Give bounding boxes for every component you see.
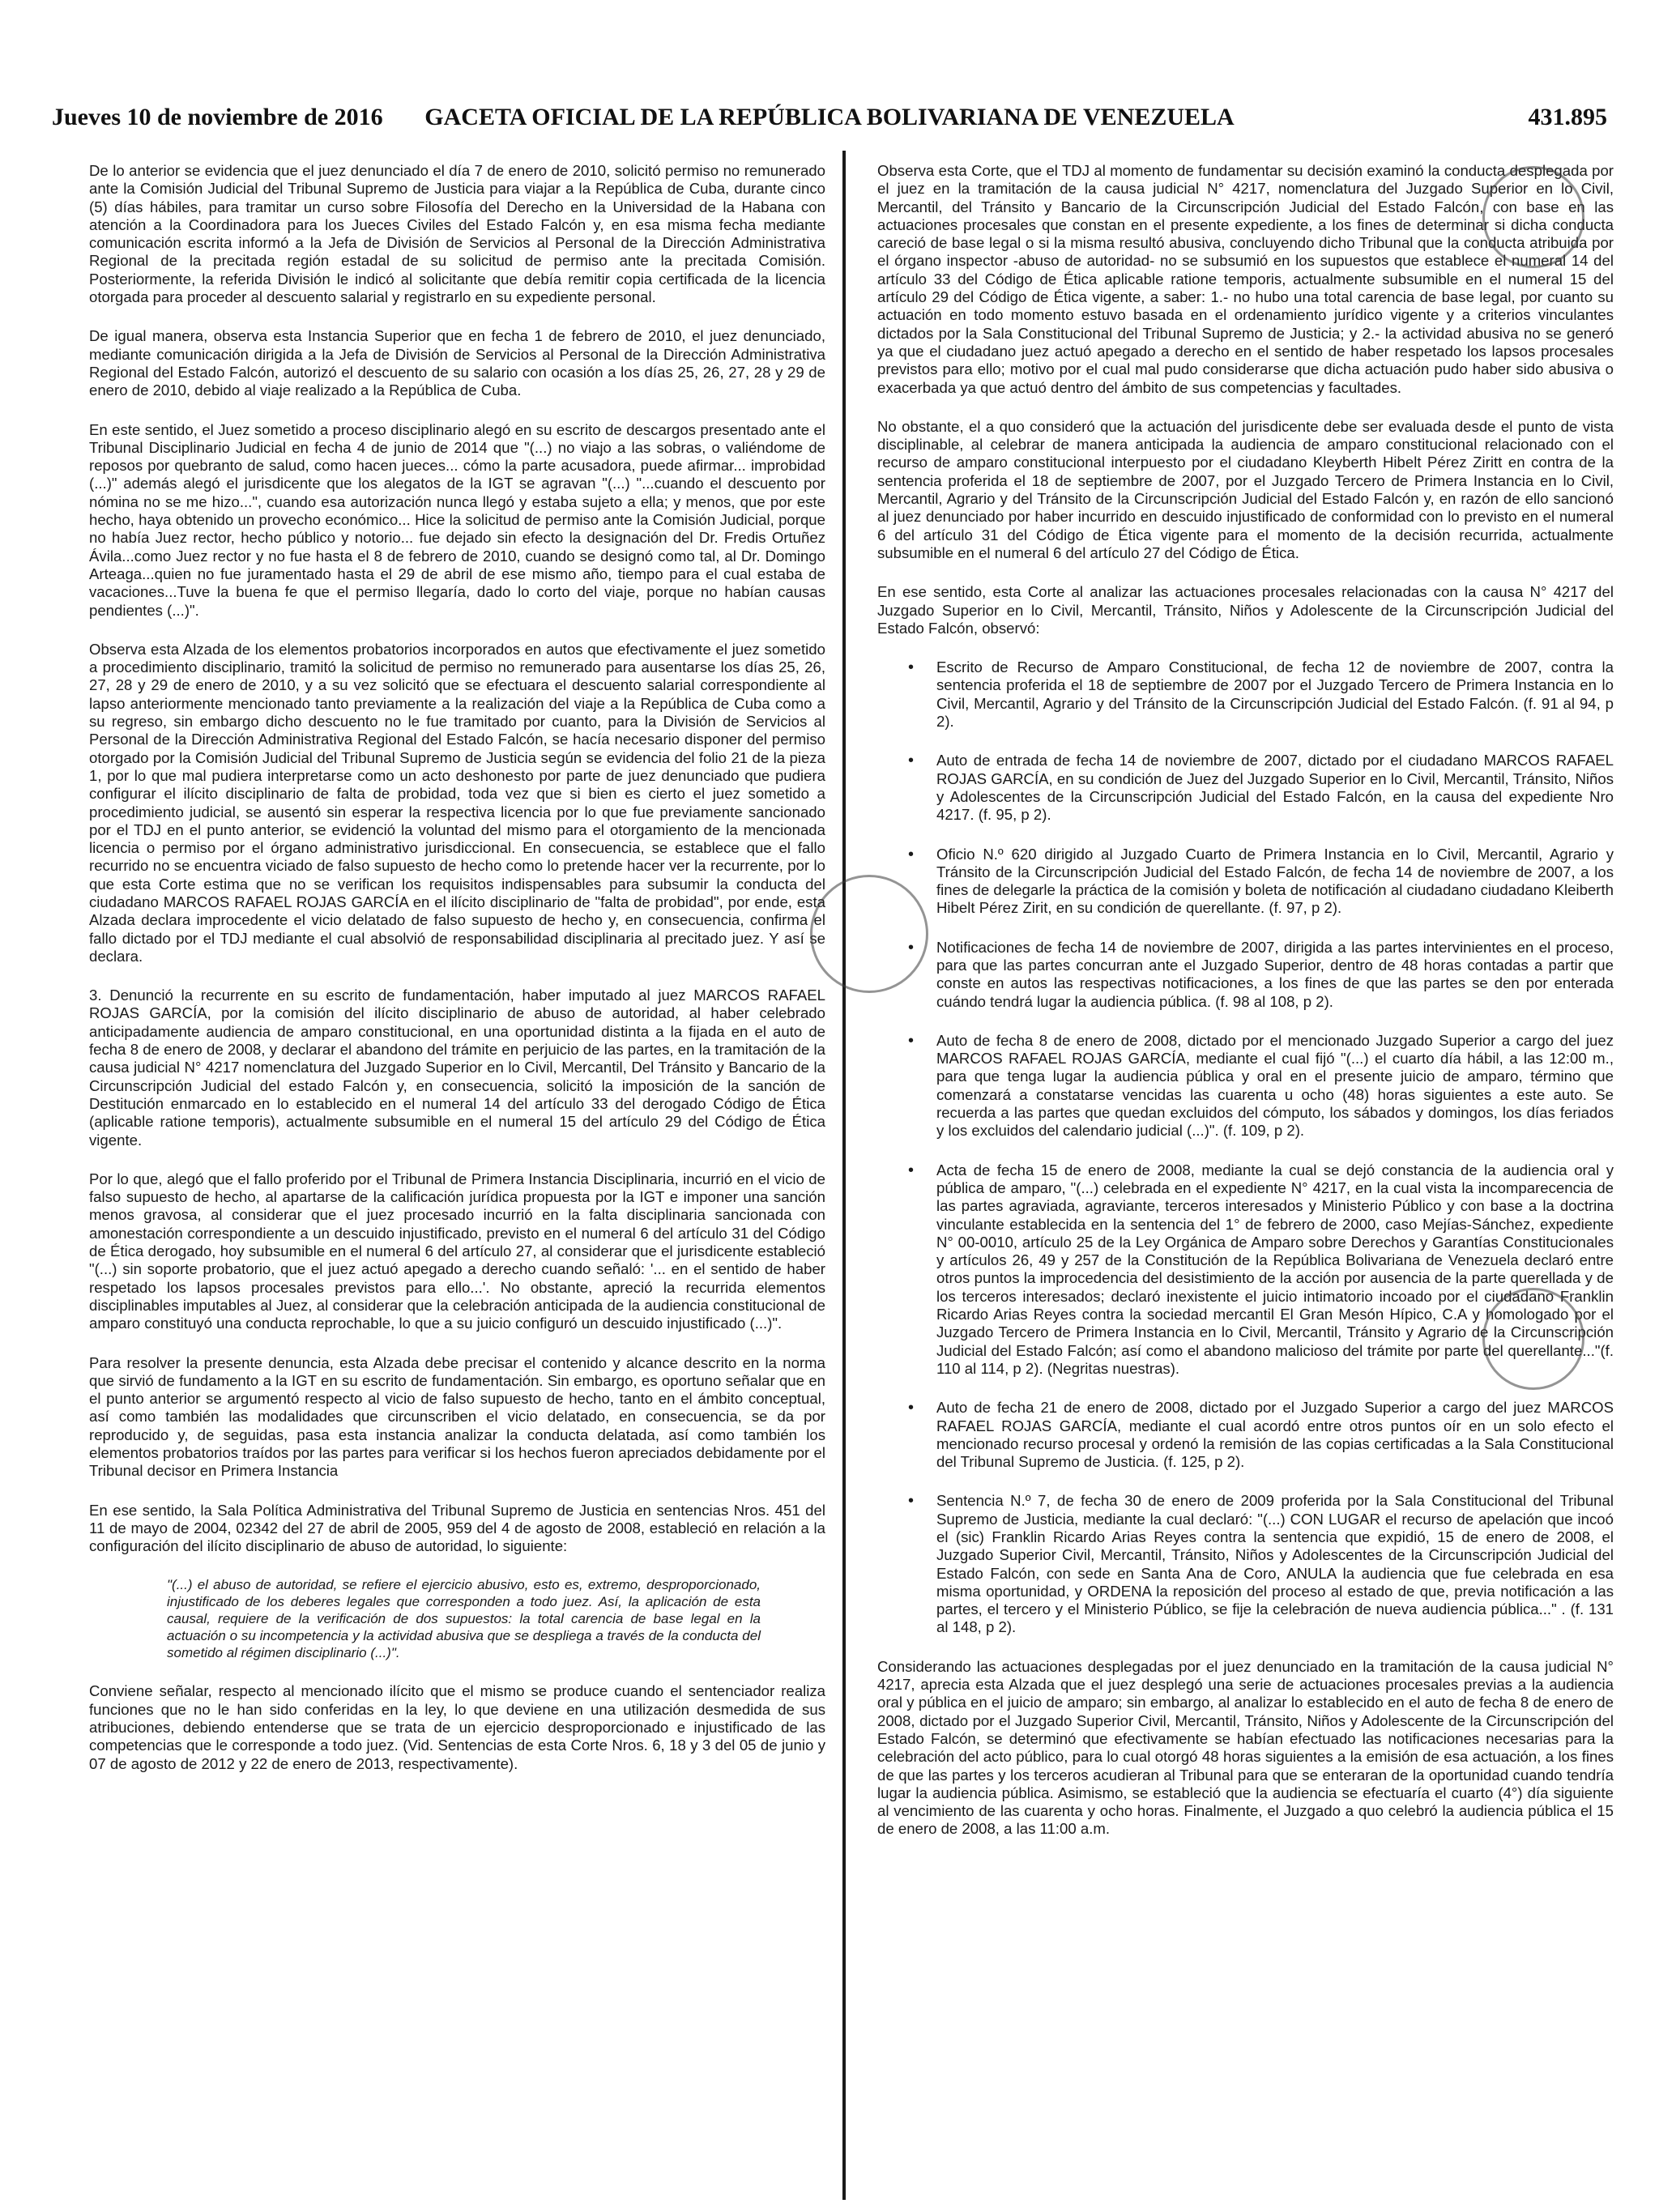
left-paragraph-8: En ese sentido, la Sala Política Administrativa del Tribunal Supremo de Justicia en sentencias Nros. 451 del 11 de mayo de 2004, 02342 del 27 de abril de 2005, 959 del 4 de agosto de 2008, estableció en relación a la configuración del ilícito disciplinario de abuso de autoridad, lo siguiente: xyxy=(89,1501,825,1555)
actuaciones-list xyxy=(877,658,1614,1637)
right-paragraph-3: En ese sentido, esta Corte al analizar las actuaciones procesales relacionadas con la causa N° 4217 del Juzgado Superior en lo Civil, Mercantil, Tránsito, Niños y Adolescente de la Circunscripción Judicial del Estado Falcón, observó: xyxy=(877,583,1614,637)
list-item-text: • Notificaciones de fecha 14 de noviembre de 2007, dirigida a las partes intervinientes en el proceso, para que las partes concurran ante el Juzgado Superior, dentro de 48 horas contadas a partir que conste en autos las respectivas notificaciones, a los fines de que las partes se den por enterada cuándo tendrá lugar la audiencia pública. (f. 98 al 108, p 2). xyxy=(936,938,1614,1010)
list-item xyxy=(877,752,1614,824)
list-item xyxy=(877,846,1614,918)
list-item xyxy=(877,658,1614,731)
header-title: GACETA OFICIAL DE LA REPÚBLICA BOLIVARIANA DE VENEZUELA xyxy=(424,104,1235,130)
left-paragraph-5: 3. Denunció la recurrente en su escrito de fundamentación, haber imputado al juez MARCOS RAFAEL ROJAS GARCÍA, por la comisión del ilícito disciplinario de abuso de autoridad, al haber celebrado anticipadamente audiencia de amparo constitucional, en una oportunidad distinta a la fijada en el auto de fecha 8 de enero de 2008, y declarar el abandono del trámite en perjuicio de las partes, en la tramitación de la causa judicial N° 4217 nomenclatura del Juzgado Superior en lo Civil, Mercantil, Del Tránsito y Bancario de la Circunscripción Judicial del estado Falcón y, en consecuencia, solicitó la imposición de la sanción de Destitución enmarcado en lo establecido en el numeral 14 del artículo 33 del derogado Código de Ética (aplicable ratione temporis), actualmente subsumible en el numeral 15 del artículo 29 del Código de Ética vigente. xyxy=(89,987,825,1149)
right-paragraph-4: Considerando las actuaciones desplegadas por el juez denunciado en la tramitación de la causa judicial N° 4217, aprecia esta Alzada que el juez desplegó una serie de actuaciones procesales previas a la audiencia oral y pública en el juicio de amparo; sin embargo, al analizar lo establecido en el auto de fecha 8 de enero de 2008, dictado por el Juzgado Superior Civil, Mercantil, Tránsito, Niños y Adolescente de la Circunscripción del Estado Falcón, se determinó que efectivamente se habían efectuado las notificaciones necesarias para la celebración del acto público, para lo cual otorgó 48 horas siguientes a la emisión de esa actuación, a los fines de que las partes y los terceros acudieran al Tribunal para que se enteraran de la oportunidad cuando tendría lugar la audiencia pública. Asimismo, se estableció que la audiencia se efectuaría el cuarto (4°) día siguiente al vencimiento de las cuarenta y ocho horas. Finalmente, el Juzgado a quo celebró la audiencia pública el 15 de enero de 2008, a las 11:00 a.m. xyxy=(877,1657,1614,1838)
right-column xyxy=(877,162,1614,2179)
list-item xyxy=(877,1492,1614,1636)
header-page-number: 431.895 xyxy=(1528,104,1607,130)
left-paragraph-1: De lo anterior se evidencia que el juez denunciado el día 7 de enero de 2010, solicitó permiso no remunerado ante la Comisión Judicial del Tribunal Supremo de Justicia para viajar a la República de Cuba, durante cinco (5) días hábiles, para tramitar un curso sobre Filosofía del Derecho en la Universidad de la Habana con atención a la Coordinadora para los Jueces Civiles del Estado Falcón y, en esa misma fecha mediante comunicación escrita informó a la Jefa de División de Servicios al Personal de la Dirección Administrativa Regional de la precitada región estadal de su solicitud de permiso ante la precitada Comisión. Posteriormente, la referida División le indicó al solicitante que debía remitir copia certificada de la licencia otorgada para proceder al descuento salarial y registrarlo en su expediente personal. xyxy=(89,162,825,306)
left-paragraph-3: En este sentido, el Juez sometido a proceso disciplinario alegó en su escrito de descargos presentado ante el Tribunal Disciplinario Judicial en fecha 4 de junio de 2014 que "(...) no viajo a las sobras, o valiéndome de reposos por quebranto de salud, como hacen jueces... cómo la parte acusadora, puede afirmar... improbidad (...)" además alegó el jurisdicente que los alegatos de la IGT se agravan "(...) "...cuando el descuento por nómina no se me hizo...", cuando esa autorización nunca llegó y estaba sujeto a ella; y menos, que por este hecho, haya obtenido un provecho económico... Hice la solicitud de permiso ante la Comisión Judicial, porque no había Juez rector, hecho público y notorio... fue dejado sin efecto la designación del Dr. Fredis Ortuñez Ávila...como Juez rector y no fue hasta el 8 de febrero de 2010, cuando se designó como tal, al Dr. Domingo Arteaga...quien no fue juramentado hasta el 29 de abril de ese mismo año, tiempo para el cual estaba de vacaciones...Tuve la buena fe que el permiso llegaría, dado lo corto del viaje, porque no habían causas pendientes (...)". xyxy=(89,420,825,619)
list-item-text: • Auto de fecha 8 de enero de 2008, dictado por el mencionado Juzgado Superior a cargo del juez MARCOS RAFAEL ROJAS GARCÍA, mediante el cual fijó "(...) el cuarto día hábil, a las 12:00 m., para que tenga lugar la audiencia pública y oral en el presente juicio de amparo, término que comenzará a constatarse vencidas las cuarenta u ocho (48) horas siguientes a este auto. Se recuerda a las partes que quedan excluidos del cómputo, los sábados y domingos, los días feriados y los excluidos del calendario judicial (...)". (f. 109, p 2). xyxy=(936,1031,1614,1140)
left-paragraph-2: De igual manera, observa esta Instancia Superior que en fecha 1 de febrero de 2010, el juez denunciado, mediante comunicación dirigida a la Jefa de División de Servicios al Personal de la Dirección Administrativa Regional del Estado Falcón, autorizó el descuento de su salario con ocasión a los días 25, 26, 27, 28 y 29 de enero de 2010, debido al viaje realizado a la República de Cuba. xyxy=(89,327,825,399)
page-header xyxy=(52,104,1607,144)
list-item-text: • Auto de fecha 21 de enero de 2008, dictado por el Juzgado Superior a cargo del juez MARCOS RAFAEL ROJAS GARCÍA, mediante el cual acordó entre otros puntos oír en un solo efecto el mencionado recurso procesal y ordenó la remisión de las copias certificadas a la Sala Constitucional del Tribunal Supremo de Justicia. (f. 125, p 2). xyxy=(936,1399,1614,1471)
list-item-text: • Acta de fecha 15 de enero de 2008, mediante la cual se dejó constancia de la audiencia oral y pública de amparo, "(...) celebrada en el expediente N° 4217, en la cual vista la incomparecencia de las partes agraviada, agraviante, terceros interesados y Ministerio Público y con base a la doctrina vinculante establecida en la sentencia del 1° de febrero de 2000, caso Mejías-Sánchez, expediente N° 00-0010, artículo 25 de la Ley Orgánica de Amparo sobre Derechos y Garantías Constitucionales y artículos 26, 49 y 257 de la Constitución de la República Bolivariana de Venezuela declaró entre otros puntos la improcedencia del desistimiento de la acción por ausencia de la parte querellada y de los terceros interesados; declaró inexistente el juicio intimatorio incoado por el ciudadano Franklin Ricardo Arias Reyes contra la sociedad mercantil El Gran Mesón Hípico, C.A y homologado por el Juzgado Tercero de Primera Instancia en lo Civil, Mercantil, Tránsito y Agrario de la Circunscripción Judicial del Estado Falcón; así como el abandono malicioso del trámite por parte del querellante..."(f. 110 al 114, p 2). (Negritas nuestras). xyxy=(936,1161,1614,1377)
left-paragraph-7: Para resolver la presente denuncia, esta Alzada debe precisar el contenido y alcance descrito en la norma que sirvió de fundamento a la IGT en su escrito de fundamentación. Sin embargo, es oportuno señalar que en el punto anterior se argumentó respecto al vicio de falso supuesto de hecho, tanto en el ámbito conceptual, así como también las modalidades que circunscriben el vicio delatado, en consecuencia, se da por reproducido y, de seguidas, pasa esta instancia analizar la conducta delatada, así como también los elementos probatorios traídos por las partes para verificar si los hechos fueron apreciados debidamente por el Tribunal decisor en Primera Instancia xyxy=(89,1353,825,1480)
list-item xyxy=(877,1032,1614,1140)
left-paragraph-9: Conviene señalar, respecto al mencionado ilícito que el mismo se produce cuando el sentenciador realiza funciones que no le han sido conferidas en la ley, lo que deviene en una utilización desmedida de sus atribuciones, debiendo entenderse que se trata de un ejercicio desproporcionado e injustificado de las competencias que le corresponde a todo juez. (Vid. Sentencias de esta Corte Nros. 6, 18 y 3 del 05 de junio y 07 de agosto de 2012 y 22 de enero de 2013, respectivamente). xyxy=(89,1682,825,1772)
left-paragraph-6: Por lo que, alegó que el fallo proferido por el Tribunal de Primera Instancia Disciplinaria, incurrió en el vicio de falso supuesto de hecho, al apartarse de la calificación jurídica propuesta por la IGT e imponer una sanción menos gravosa, al considerar que el juez procesado incurrió en la falta disciplinaria sancionada con amonestación correspondiente a un descuido injustificado, previsto en el numeral 6 del artículo 31 del Código de Ética derogado, hoy subsumible en el numeral 6 del artículo 27, al considerar que el jurisdicente estableció "(...) sin soporte probatorio, que el juez actuó apegado a derecho cuando señaló: '... en el sentido de haber respetado los lapsos procesales previstos para ello...'. No obstante, apreció la recurrida elementos disciplinables imputables al Juez, al considerar que la celebración anticipada de la audiencia constitucional de amparo constituyó una conducta reprochable, lo que a su juicio configuró un descuido injustificado (...)". xyxy=(89,1170,825,1332)
list-item xyxy=(877,1399,1614,1471)
left-paragraph-4: Observa esta Alzada de los elementos probatorios incorporados en autos que efectivamente el juez sometido a procedimiento disciplinario, tramitó la solicitud de permiso no remunerado para ausentarse los días 25, 26, 27, 28 y 29 de enero de 2010, y a su vez solicitó que se efectuara el descuento salarial correspondiente al lapso anteriormente mencionado tanto previamente a la realización del viaje a la República de Cuba como a su regreso, sin embargo dicho descuento no le fue tramitado por cuanto, para la División de Servicios al Personal de la Dirección Administrativa Regional del Estado Falcón, se hacía necesario disponer del permiso otorgado por la Comisión Judicial del Tribunal Supremo de Justicia según se evidencia del folio 21 de la pieza 1, por lo que mal pudiera interpretarse como un acto deshonesto por parte de juez denunciado que pudiera configurar el ilícito disciplinario de falta de probidad, toda vez que si bien es cierto el juez sometido a procedimiento judicial, se ausentó sin esperar la respectiva licencia por lo que fue previamente sancionado por el TDJ en el punto anterior, se evidenció la voluntad del mismo para el otorgamiento de la mencionada licencia o permiso por el órgano administrativo jurisdiccional. En consecuencia, se establece que el fallo recurrido no se encuentra viciado de falso supuesto de hecho como lo pretende hacer ver la recurrente, por lo que esta Corte estima que no se verifican los requisitos indispensables para subsumir la conducta del ciudadano MARCOS RAFAEL ROJAS GARCÍA en el ilícito disciplinario de "falta de probidad", por ende, esta Alzada declara improcedente el vicio delatado de falso supuesto de hecho y, en consecuencia, confirma el fallo dictado por el TDJ mediante el cual absolvió de responsabilidad disciplinaria al precitado juez. Y así se declara. xyxy=(89,640,825,965)
right-paragraph-2: No obstante, el a quo consideró que la actuación del jurisdicente debe ser evaluada desde el punto de vista disciplinable, al celebrar de manera anticipada la audiencia de amparo constitucional relacionado con el recurso de amparo constitucional interpuesto por el ciudadano Kleyberth Hibelt Pérez Ziritt en contra de la sentencia proferida el 18 de septiembre de 2007, por el Juzgado Tercero de Primera Instancia en lo Civil, Mercantil, Agrario y del Tránsito de la Circunscripción Judicial del Estado Falcón y, en razón de ello sancionó al juez denunciado por haber incurrido en descuido injustificado de conformidad con lo previsto en el numeral 6 del artículo 31 del Código de Ética vigente para el momento de la decisión recurrida, actualmente subsumible en el numeral 6 del artículo 27 del Código de Ética. xyxy=(877,417,1614,561)
list-item xyxy=(877,1161,1614,1379)
right-paragraph-1: Observa esta Corte, que el TDJ al momento de fundamentar su decisión examinó la conducta desplegada por el juez en la tramitación de la causa judicial N° 4217, nomenclatura del Juzgado Superior en lo Civil, Mercantil, del Tránsito y Bancario de la Circunscripción Judicial del Estado Falcón, con base en las actuaciones procesales que constan en el presente expediente, a los fines de determinar si dicha conducta careció de base legal o si la misma resultó abusiva, concluyendo dicho Tribunal que la conducta atribuida por el órgano inspector -abuso de autoridad- no se subsumió en los supuestos que establece el numeral 14 del artículo 33 del Código de Ética aplicable ratione temporis, actualmente subsumible en el numeral 15 del artículo 29 del Código de Ética vigente, a saber: 1.- no hubo una total carencia de base legal, por cuanto su actuación en todo momento estuvo basada en el ordenamiento jurídico vigente y a criterios vinculantes dictados por la Sala Constitucional del Tribunal Supremo de Justicia; y 2.- la actividad abusiva no se generó ya que el ciudadano juez actuó apegado a derecho en el sentido de haber respetado los lapsos procesales previstos para ello; motivo por el cual mal pudo considerarse que dicha actuación pudo haber sido abusiva o exacerbada ya que actuó dentro del ámbito de sus competencias y facultades. xyxy=(877,162,1614,396)
list-item-text: • Sentencia N.º 7, de fecha 30 de enero de 2009 proferida por la Sala Constitucional del Tribunal Supremo de Justicia, mediante la cual declaró: "(...) CON LUGAR el recurso de apelación que incoó el (sic) Franklin Ricardo Arias Reyes contra la sentencia que expidió, 15 de enero de 2008, el Juzgado Superior Civil, Mercantil, Tránsito, Niños y Adolescentes de la Circunscripción Judicial del Estado Falcón, con sede en Santa Ana de Coro, ANULA la audiencia que fue celebrada en esa misma oportunidad, y ORDENA la reposición del proceso al estado de que, previa notificación a las partes, el tercero y el Ministerio Público, se fije la celebración de nueva audiencia pública..." . (f. 131 al 148, p 2). xyxy=(936,1492,1614,1636)
list-item-text: • Auto de entrada de fecha 14 de noviembre de 2007, dictado por el ciudadano MARCOS RAFAEL ROJAS GARCÍA, en su condición de Juez del Juzgado Superior en lo Civil, Mercantil, Tránsito, Niños y Adolescentes de la Circunscripción Judicial del Estado Falcón, en la causa del expediente Nro 4217. (f. 95, p 2). xyxy=(936,752,1614,824)
left-column xyxy=(89,162,825,2179)
block-quote: "(...) el abuso de autoridad, se refiere el ejercicio abusivo, esto es, extremo, desproporcionado, injustificado de los deberes legales que corresponden a todo juez. Así, la aplicación de esta causal, requiere de la verificación de dos supuestos: la total carencia de base legal en la actuación o su incompetencia y la actividad abusiva que se despliega a través de la conducta del sometido al régimen disciplinario (...)". xyxy=(167,1577,761,1661)
column-divider xyxy=(842,151,846,2200)
list-item xyxy=(877,939,1614,1011)
list-item-text: • Oficio N.º 620 dirigido al Juzgado Cuarto de Primera Instancia en lo Civil, Mercantil, Agrario y Tránsito de la Circunscripción Judicial del Estado Falcón, de fecha 14 de noviembre de 2007, a los fines de delegarle la práctica de la comisión y boleta de notificación al ciudadano ciudadano Kleiberth Hibelt Pérez Zirit, en su condición de querellante. (f. 97, p 2). xyxy=(936,845,1614,917)
list-item-text: • Escrito de Recurso de Amparo Constitucional, de fecha 12 de noviembre de 2007, contra la sentencia proferida el 18 de septiembre de 2007 por el Juzgado Tercero de Primera Instancia en lo Civil, Mercantil, Agrario y del Tránsito de la Circunscripción Judicial del Estado Falcón. (f. 91 al 94, p 2). xyxy=(936,658,1614,731)
header-date: Jueves 10 de noviembre de 2016 xyxy=(52,104,383,130)
